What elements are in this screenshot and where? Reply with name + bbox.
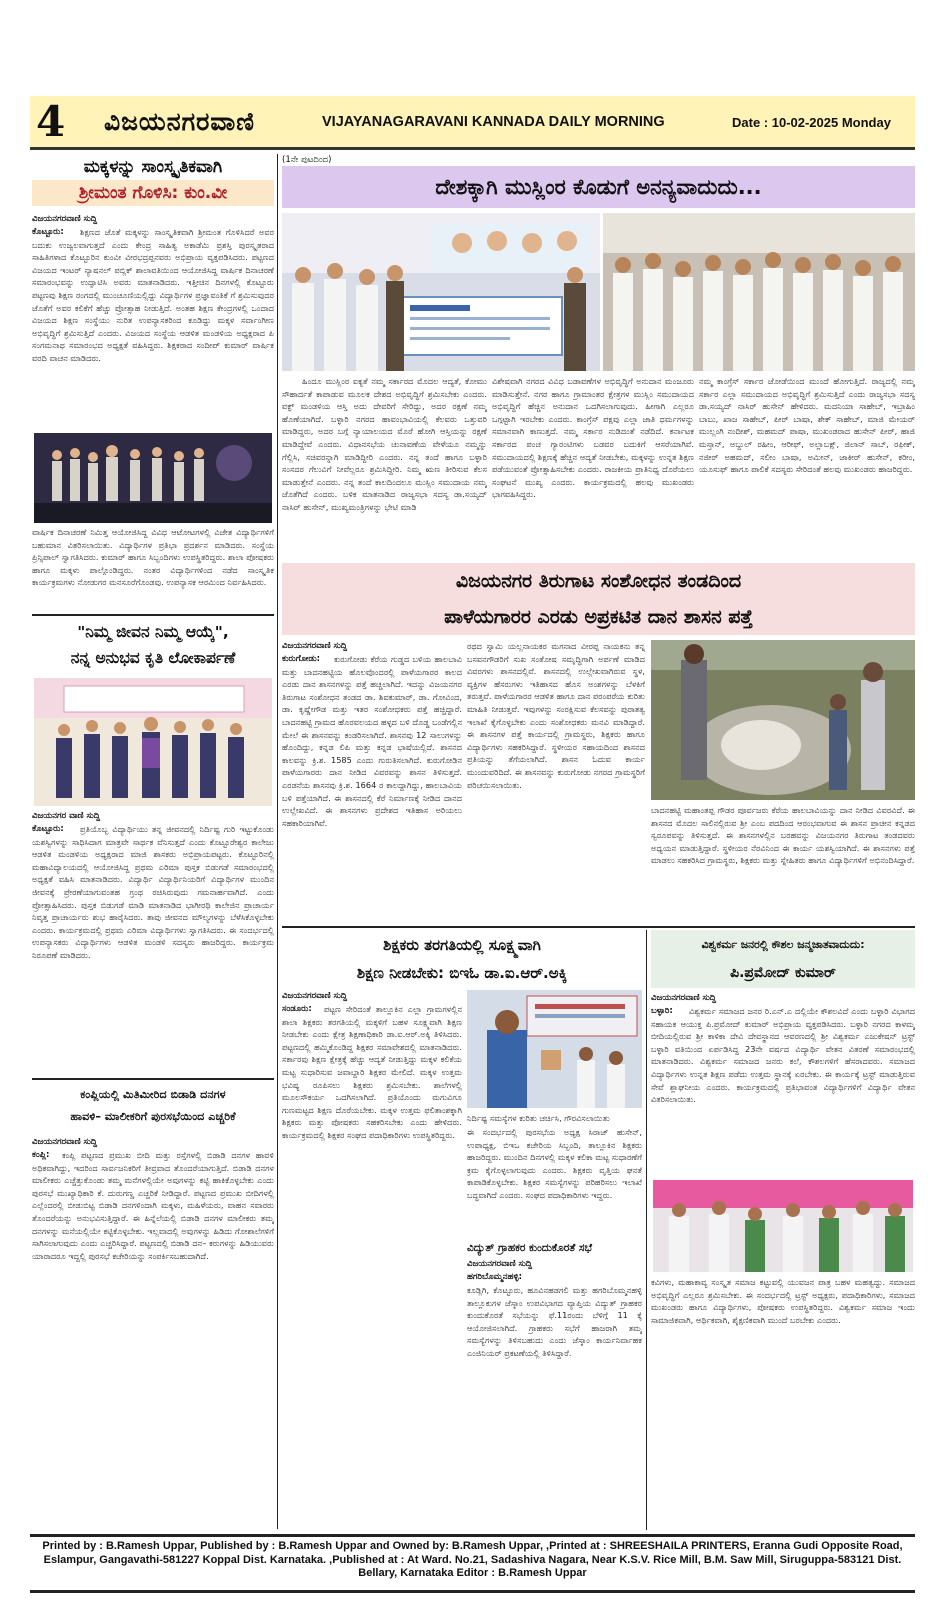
story4-byline: ವಿಜಯನಗರವಾಣಿ ಸುದ್ದಿ — [282, 641, 348, 651]
paper-title-kannada: ವಿಜಯನಗರವಾಣಿ — [104, 107, 255, 136]
story3-place: ಕಂಪ್ಲಿ: — [32, 1150, 50, 1160]
story4-headline-line2: ಪಾಳೆಯಗಾರರ ಎರಡು ಅಪ್ರಕಟಿತ ದಾನ ಶಾಸನ ಪತ್ತೆ — [444, 606, 753, 628]
story6-byline: ವಿಜಯನಗರವಾಣಿ ಸುದ್ದಿ — [467, 1259, 533, 1269]
lead-photo-cheque — [282, 213, 600, 371]
story5-caption: ನಿರ್ದಿಷ್ಟ ಸಮಸ್ಯೆಗಳ ಕುರಿತು ಚರ್ಚಿಸಿ, ಗೌರವಿಸಲಾಯಿತು — [467, 1113, 610, 1123]
lead-column1: ಹಿಂದೂ ಮುಸ್ಲಿಂರ ಐಕ್ಯತೆ ನಮ್ಮ ಸರ್ಕಾರದ ಮೊದಲ ಆದ್ಯತೆ, ಕೋಮು ಸೌಹಾರ್ದತೆ ಕಾಪಾಡುವ ಮೂಲಕ ದೇಶದ ಅಭಿವೃದ್ಧಿಗೆ ಶ್ರಮಿಸಬೇಕು ಎಂದರು. ವಕ್ಫ್ ಮಂಡಳಿಯ ಆಸ್ತಿ ಅದು ದೇವರಿಗೆ ಸೇರಿದ್ದು, ಅದರ ರಕ್ಷಣೆ ನಮ್ಮ ಹೊಣೆಯಾಗಿದೆ. ಬಳ್ಳಾರಿ ನಗರದ ಹಾವಂಭಾವಿಯಲ್ಲಿ ಕೆಲವರು ಒತ್ತುವರಿ ಮಾಡಿದ್ದರು, ಅದರ ಬಗ್ಗೆ ನ್ಯಾಯಾಲಯದ ಮೊರೆ ಹೋಗಿ ಆಸ್ತಿಯನ್ನು ರಕ್ಷಣೆ ಮಾಡಿದ್ದೇವೆ ಎಂದರು. ವಿಧಾನಸಭೆಯ ಚುನಾವಣೆಯ ವೇಳೆಯೂ ನಮ್ಮನ್ನು ಗೆಲ್ಲಿಸಿ, ಸಚಿವರನ್ನಾಗಿ ಮಾಡಿದ್ದೀರಿ ಎಂದರು. ನನ್ನ ತಂದೆ ಹಾಗೂ ಬಳ್ಳಾರಿ ಸಂಸದರ ಗೆಲುವಿಗೆ ನೀವೆಲ್ಲರೂ ಶ್ರಮಿಸಿದ್ದೀರಿ. ನಿಮ್ಮ ಋಣ ತೀರಿಸುವ ಕೆಲಸ ಮಾಡುತ್ತೇನೆ ಎಂದರು. ನನ್ನ ತಂದೆ ಕಾಲದಿಂದಲೂ ಮುಸ್ಲಿಂ ಸಮುದಾಯ ನಮ್ಮ ಜೊತೆಗಿದೆ ಎಂದರು. ಬಳಿಕ ಮಾತನಾಡಿದ ರಾಜ್ಯಸಭಾ ಸದಸ್ಯ ಡಾ.ಸಯ್ಯದ್ ನಾಸಿರ್ ಹುಸೇನ್, ಮುಖ್ಯಮಂತ್ರಿಗಳನ್ನು ಭೇಟಿ ಮಾಡಿ — [282, 376, 487, 512]
story4-column3: ಬಾದನಹಟ್ಟಿ ಮಹಾಂತಪ್ಪ ಗೌಡರ ಪೂರ್ವಜರು ಕೆರೆಯ ಹಾಲಬಾವಿಯನ್ನು ದಾನ ನೀಡಿದ ವಿವರವಿದೆ. ಈ ಶಾಸನದ ಮೊದಲ ಸಾಲಿನಲ್ಲಿರುವ ಶ್ರೀ ಎಂಬ ಪದದಿಂದ ಆರಂಭವಾಗುವ ಈ ಶಾಸನ ಪ್ರಾಚೀನ ಕನ್ನಡದ ಸ್ವರೂಪವನ್ನು ತಿಳಿಸುತ್ತದೆ. ಈ ಶಾಸನಗಳಲ್ಲಿನ ಬರಹವನ್ನು ವಿಜಯನಗರ ತಿರುಗಾಟ ತಂಡದವರು ಅಧ್ಯಯನ ಮಾಡುತ್ತಿದ್ದಾರೆ. ಸ್ಥಳೀಯರ ನೆರವಿನಿಂದ ಈ ಕಾರ್ಯ ಯಶಸ್ವಿಯಾಗಿದೆ. ಈ ಶಾಸನಗಳು ಪತ್ತೆ ಮಾಡಲು ಸಹಕರಿಸಿದ ಗ್ರಾಮಸ್ಥರು, ಶಿಕ್ಷಕರು ಮತ್ತು ಸ್ನೇಹಿತರು ಹಾಗೂ ವಿದ್ಯಾರ್ಥಿಗಳಿಗೆ ಅಭಿನಂದಿಸಿದ್ದಾರೆ. — [651, 805, 915, 866]
story3-body: ಕಂಪ್ಲಿ ಪಟ್ಟಣದ ಪ್ರಮುಖ ಬೀದಿ ಮತ್ತು ರಸ್ತೆಗಳಲ್ಲಿ ಬಿಡಾಡಿ ದನಗಳ ಹಾವಳಿ ಅಧಿಕವಾಗಿದ್ದು, ಇದರಿಂದ ಸಾರ್ವಜನಿಕರಿಗೆ ತೀವ್ರವಾದ ತೊಂದರೆಯಾಗುತ್ತಿದೆ. ಬಿಡಾಡಿ ದನಗಳ ಮಾಲೀಕರು ಎಚ್ಚೆತ್ತುಕೊಂಡು ತಮ್ಮ ಮನೆಗಳಲ್ಲಿಯೇ ಅವುಗಳನ್ನು ಕಟ್ಟಿ ಹಾಕಿಕೊಳ್ಳಬೇಕು ಎಂದು ಪುರಸಭೆ ಮುಖ್ಯಾಧಿಕಾರಿ ಕೆ. ದುರುಗಣ್ಣ ಎಚ್ಚರಿಕೆ ನೀಡಿದ್ದಾರೆ. ಪಟ್ಟಣದ ಪ್ರಮುಖ ಬೀದಿಗಳಲ್ಲಿ ಎಲ್ಲೆಂದರಲ್ಲಿ ಬೀಡುಬಿಟ್ಟ ಬಿಡಾಡಿ ದನಗಳಿಂದಾಗಿ ಮಕ್ಕಳು, ಮಹಿಳೆಯರು, ವಾಹನ ಸವಾರರು ತೊಂದರೆಯನ್ನು ಅನುಭವಿಸುತ್ತಿದ್ದಾರೆ. ಈ ಹಿನ್ನೆಲೆಯಲ್ಲಿ ಬಿಡಾಡಿ ದನಗಳ ಮಾಲೀಕರು ತಮ್ಮ ದನಗಳನ್ನು ಮನೆಯಲ್ಲಿಯೇ ಕಟ್ಟಿಕೊಳ್ಳಬೇಕು. ಇಲ್ಲವಾದಲ್ಲಿ ಅವುಗಳನ್ನು ಹಿಡಿದು ಗೋಶಾಲೆಗಳಿಗೆ ಸಾಗಿಸಲಾಗುವುದು ಎಂದು ಎಚ್ಚರಿಸಿದ್ದಾರೆ. ಪಟ್ಟಣದಲ್ಲಿ ಬಿಡಾಡಿ ದನ– ಕರುಗಳನ್ನು ಹಿಡಿಯುವರು ಯಾರಾದರೂ ಇದ್ದಲ್ಲಿ ಪುರಸಭೆ ಕಚೇರಿಯನ್ನು ಸಂಪರ್ಕಿಸಬಹುದಾಗಿದೆ. — [32, 1150, 274, 1261]
issue-date: Date : 10-02-2025 Monday — [732, 115, 891, 130]
story7-body-continued: ಕವಿಗಳು, ಮಹಾಕಾವ್ಯ ಸಂಸ್ಕೃತ ಸಮಾಜ ಕಟ್ಟುವಲ್ಲಿ ಯುವಜನ ಪಾತ್ರ ಬಹಳ ಮಹತ್ವದ್ದು. ಸಮಾಜದ ಅಭಿವೃದ್ಧಿಗೆ ಎಲ್ಲರೂ ಶ್ರಮಿಸಬೇಕು. ಈ ಸಂದರ್ಭದಲ್ಲಿ ಟ್ರಸ್ಟ್ ಅಧ್ಯಕ್ಷರು, ಪದಾಧಿಕಾರಿಗಳು, ಸಮಾಜದ ಮುಖಂಡರು ಹಾಗೂ ವಿದ್ಯಾರ್ಥಿಗಳು, ಪೋಷಕರು ಉಪಸ್ಥಿತರಿದ್ದರು. ವಿಶ್ವಕರ್ಮ ಸಮಾಜ ಇಂದು ಸಾಮಾಜಿಕವಾಗಿ, ಆರ್ಥಿಕವಾಗಿ, ಶೈಕ್ಷಣಿಕವಾಗಿ ಮುಂದೆ ಬರಬೇಕು ಎಂದರು. — [651, 1277, 915, 1325]
story6-place: ಹಗರಿಬೊಮ್ಮನಹಳ್ಳಿ: — [467, 1272, 522, 1282]
story5-byline: ವಿಜಯನಗರವಾಣಿ ಸುದ್ದಿ — [282, 991, 348, 1001]
lead-column3: ನಮ್ಮ ಕಾಂಗ್ರೆಸ್ ಸರ್ಕಾರ ಜೋಡೆಯಿಂದ ಮುಂದೆ ಹೋಗುತ್ತಿದೆ. ರಾಜ್ಯದಲ್ಲಿ ನಮ್ಮ ಸರ್ಕಾರ ಎಲ್ಲಾ ಸಮುದಾಯದ ಅಭಿವೃದ್ಧಿಗೆ ಶ್ರಮಿಸುತ್ತಿದೆ ಎಂದು ರಾಜ್ಯಸಭಾ ಸದಸ್ಯ ಡಾ.ಸಯ್ಯದ್ ನಾಸಿರ್ ಹುಸೇನ್ ಹೇಳಿದರು. ಮದನಿಯಾ ಸಾಹೇಬ್, ಇಬ್ರಾಹಿಂ ಬಾಬು, ಖಾಜ ಸಾಹೇಬ್, ಪೀರ್ ಬಾಷಾ, ಶೇಕ್ ಸಾಹೇಬ್, ಮಾಜಿ ಮೇಯರ್ ಮುಲ್ಲಂಗಿ ನಂದೀಶ್, ಮಹಮದ್ ಪಾಷಾ, ಮುಖಂಡರಾದ ಹುಸೇನ್ ಪೀರ್, ಹಾಜಿ ಮಸ್ತಾನ್, ಅಬ್ದುಲ್ ರಹೀಂ, ಆರೀಫ್, ಅಲ್ಲಾಬಕ್ಷ್, ಜಿಲಾನ್ ಸಾಬ್, ರಫೀಕ್, ನಜೀರ್ ಅಹಮದ್, ಸಲೀಂ ಬಾಷಾ, ಅಮೀನ್, ಜಾಕೀರ್ ಹುಸೇನ್, ಕರೀಂ, ಯೂಸುಫ್ ಹಾಗೂ ಪಾಲಿಕೆ ಸದಸ್ಯರು ಸೇರಿದಂತೆ ಹಲವು ಮುಖಂಡರು ಹಾಜರಿದ್ದರು. — [699, 376, 915, 475]
paper-title-english: VIJAYANAGARAVANI KANNADA DAILY MORNING — [322, 114, 665, 130]
story5-place: ಸಂಡೂರು: — [282, 1004, 312, 1014]
footer-rule — [30, 1590, 915, 1593]
story-divider — [282, 926, 915, 928]
page-number: 4 — [36, 97, 66, 146]
column-rule — [646, 930, 647, 1530]
story1-headline-line2: ಶ್ರೀಮಂತ ಗೊಳಿಸಿ: ಕುಂ.ವೀ — [32, 180, 274, 206]
story3-headline-line1: ಕಂಪ್ಲಿಯಲ್ಲಿ ಮಿತಿಮೀರಿದ ಬಿಡಾಡಿ ದನಗಳ — [80, 1088, 226, 1101]
lead-headline-banner — [282, 166, 915, 208]
story7-headline-banner — [651, 930, 915, 988]
imprint-line3: Bellary, Karnataka Editor : B.Ramesh Uppar — [358, 1567, 587, 1579]
story-divider — [32, 614, 274, 616]
lead-headline: ದೇಶಕ್ಕಾಗಿ ಮುಸ್ಲಿಂರ ಕೊಡುಗೆ ಅನನ್ಯವಾದುದು... — [435, 175, 762, 199]
masthead — [30, 96, 915, 150]
story2-headline-line1: "ನಿಮ್ಮ ಜೀವನ ನಿಮ್ಮ ಆಯ್ಕೆ", — [77, 623, 229, 641]
story4-headline-banner — [282, 563, 915, 635]
lead-photo-audience — [603, 213, 915, 371]
story7-headline-line1: ವಿಶ್ವಕರ್ಮ ಜನರಲ್ಲಿ ಕೌಶಲ ಜನ್ಮಜಾತವಾದುದು: — [701, 938, 865, 951]
story4-place: ಕುರುಗೋಡು: — [282, 654, 321, 664]
story7-body: ವಿಶ್ವಕರ್ಮ ಸಮಾಜದ ಜನರ ರಿ.ಎನ್.ಎ ದಲ್ಲಿಯೇ ಕೌಶಲವಿದೆ ಎಂದು ಬಳ್ಳಾರಿ ವಿಭಾಗದ ಸಹಾಯಕ ಆಯುಕ್ತ ಪಿ.ಪ್ರಮೋದ್ ಕುಮಾರ್ ಅಭಿಪ್ರಾಯ ವ್ಯಕ್ತಪಡಿಸಿದರು. ಬಳ್ಳಾರಿ ನಗರದ ಕಾಳಮ್ಮ ಬೀದಿಯಲ್ಲಿರುವ ಶ್ರೀ ಕಾಳಿಕಾ ದೇವಿ ದೇವಸ್ಥಾನದ ಆವರಣದಲ್ಲಿ ಶ್ರೀ ವಿಶ್ವಕರ್ಮ ಎಜುಕೇಷನ್ ಟ್ರಸ್ಟ್ ಬಳ್ಳಾರಿ ವತಿಯಿಂದ ಏರ್ಪಡಿಸಿದ್ದ 23ನೇ ವರ್ಷದ ವಿದ್ಯಾರ್ಥಿ ವೇತನ ವಿತರಣೆ ಸಮಾರಂಭದಲ್ಲಿ ಮಾತನಾಡಿದರು. ವಿಶ್ವಕರ್ಮ ಸಮಾಜದ ಜನರು ಕಲೆ, ಕೌಶಲಗಳಿಗೆ ಹೆಸರಾದವರು. ಸಮಾಜದ ವಿದ್ಯಾರ್ಥಿಗಳು ಉನ್ನತ ಶಿಕ್ಷಣ ಪಡೆದು ಉತ್ತಮ ಸ್ಥಾನಕ್ಕೆ ಏರಬೇಕು. ಈ ಕಾರ್ಯಕ್ಕೆ ಟ್ರಸ್ಟ್ ಮಾಡುತ್ತಿರುವ ಸೇವೆ ಶ್ಲಾಘನೀಯ ಎಂದರು. ಕಾರ್ಯಕ್ರಮದಲ್ಲಿ ಪ್ರತಿಭಾವಂತ ವಿದ್ಯಾರ್ಥಿಗಳಿಗೆ ವಿದ್ಯಾರ್ಥಿ ವೇತನ ವಿತರಿಸಲಾಯಿತು. — [651, 1006, 915, 1105]
story2-place: ಕೊಟ್ಟೂರು: — [32, 824, 64, 834]
story7-photo — [653, 1180, 913, 1272]
story4-column2: ರಥದ ಸ್ವಾಮಿ ಯಲ್ಲನಾಯಕರ ಮಗನಾದ ವೀರಪ್ಪ ನಾಯಕನು ತನ್ನ ಬಸವನಗೌಡರಿಗೆ ಸುಖ ಸಂತೋಷ ಸಮೃದ್ಧಿಗಾಗಿ ಅರ್ಪಣೆ ಮಾಡಿದ ವಿವರಗಳು ಶಾಸನದಲ್ಲಿವೆ. ಶಾಸನದಲ್ಲಿ ಉಲ್ಲೇಖವಾಗಿರುವ ಸ್ಥಳ, ವ್ಯಕ್ತಿಗಳ ಹೆಸರುಗಳು ಇತಿಹಾಸದ ಹೊಸ ಅಂಶಗಳನ್ನು ಬೆಳಕಿಗೆ ತರುತ್ತವೆ. ಪಾಳೆಯಗಾರರ ಆಡಳಿತ ಹಾಗೂ ದಾನ ಪರಂಪರೆಯ ಕುರಿತು ಮಾಹಿತಿ ನೀಡುತ್ತವೆ. ಇವುಗಳನ್ನು ಸಂರಕ್ಷಿಸುವ ಕೆಲಸವನ್ನು ಪುರಾತತ್ವ ಇಲಾಖೆ ಕೈಗೊಳ್ಳಬೇಕು ಎಂದು ಸಂಶೋಧಕರು ಮನವಿ ಮಾಡಿದ್ದಾರೆ. ಈ ಶಾಸನಗಳ ಪತ್ತೆ ಕಾರ್ಯದಲ್ಲಿ ಗ್ರಾಮಸ್ಥರು, ಶಿಕ್ಷಕರು ಹಾಗೂ ವಿದ್ಯಾರ್ಥಿಗಳು ಸಹಕರಿಸಿದ್ದಾರೆ. ಸ್ಥಳೀಯರ ಸಹಾಯದಿಂದ ಶಾಸನದ ಪ್ರತಿಯನ್ನು ತೆಗೆಯಲಾಗಿದೆ. ಶಾಸನ ಓದುವ ಕಾರ್ಯ ಮುಂದುವರಿದಿದೆ. ಈ ಶಾಸನವನ್ನು ಕುರುಗೋಡು ನಗರದ ಗ್ರಾಮಸ್ಥರಿಗೆ ಪರಿಚಯಿಸಲಾಯಿತು. — [467, 641, 645, 790]
story1-body-part1: ಶಿಕ್ಷಣದ ಜೊತೆ ಮಕ್ಕಳನ್ನು ಸಾಂಸ್ಕೃತಿಕವಾಗಿ ಶ್ರೀಮಂತ ಗೊಳಿಸಿದರೆ ಅವರ ಬದುಕು ಉಜ್ವಲವಾಗುತ್ತದೆ ಎಂದು ಕೇಂದ್ರ ಸಾಹಿತ್ಯ ಅಕಾಡೆಮಿ ಪ್ರಶಸ್ತಿ ಪುರಸ್ಕೃತರಾದ ಸಾಹಿತಿಗಳಾದ ಕೊಟ್ಟೂರಿನ ಕುಂವೀ ವೀರಭದ್ರಪ್ಪನವರು ಅಭಿಪ್ರಾಯ ವ್ಯಕ್ತಪಡಿಸಿದರು. ಪಟ್ಟಣದ ವಿಜಯದ ಇಂಟರ್ ನ್ಯಾಷನಲ್ ಪಬ್ಲಿಕ್ ಶಾಲಾವತಿಯಿಂದ ಆಯೋಜಿಸಿದ್ದ ವಾರ್ಷಿಕ ದಿನಾಚರಣೆ ಸಮಾರಂಭವನ್ನು ಉದ್ಘಾಟಿಸಿ ಅವರು ಮಾತನಾಡಿದರು. ಇತ್ತೀಚಿನ ದಿನಗಳಲ್ಲಿ ಕೊಟ್ಟೂರು ಪಟ್ಟಣವು ಶಿಕ್ಷಣ ರಂಗದಲ್ಲಿ ಮುಂಚೂಣಿಯಲ್ಲಿದ್ದು ವಿದ್ಯಾರ್ಥಿಗಳ ಪ್ರಜ್ಞಾವಂತಿಕೆ ಗೆ ಶ್ರಮಿಸುವುದರ ಜೊತೆಗೆ ಅವರ ಕಲಿಕೆಗೆ ಹೆಚ್ಚು ಪ್ರೋತ್ಸಾಹ ನೀಡುತ್ತಿದೆ. ಅಂತಹ ಶಿಕ್ಷಣ ಕೇಂದ್ರಗಳಲ್ಲಿ ಒಂದಾದ ವಿಜಯದ ಶಿಕ್ಷಣ ಸಂಸ್ಥೆಯು ನುರಿತ ಉಪನ್ಯಾಸಕರಿಂದ ಕೂಡಿದ್ದು ಮಕ್ಕಳ ಸರ್ವಾಂಗೀಣ ಅಭಿವೃದ್ಧಿಗೆ ಶ್ರಮಿಸುತ್ತಿದೆ ಎಂದರು. ವಿಜಯದ ಸಂಸ್ಥೆಯ ಆಡಳಿತ ಮಂಡಳಿಯ ಅಧ್ಯಕ್ಷರಾದ ಪಿ ಸಂಗಮನಾಥ ಸಮಾರಂಭದ ಅಧ್ಯಕ್ಷತೆ ವಹಿಸಿದ್ದರು. ಶಿಕ್ಷಕರಾದ ಸಂದೀಪ್ ಕುಮಾರ್ ವಾರ್ಷಿಕ ವರದಿ ವಾಚನ ಮಾಡಿದರು. — [32, 227, 274, 363]
story7-place: ಬಳ್ಳಾರಿ: — [651, 1006, 673, 1016]
story2-body: ಪ್ರತಿಯೊಬ್ಬ ವಿದ್ಯಾರ್ಥಿಯು ತನ್ನ ಜೀವನದಲ್ಲಿ ನಿರ್ದಿಷ್ಟ ಗುರಿ ಇಟ್ಟುಕೊಂಡು ಯಶಸ್ವಿಗಳನ್ನು ಸಾಧಿಸಿದಾಗ ಮಾತ್ರವೇ ಸಾರ್ಥಕ ವೆನಿಸುತ್ತದೆ ಎಂದು ಕೊಟ್ಟೂರೇಶ್ವರ ಕಾಲೇಜು ಆಡಳಿತ ಮಂಡಳಿಯ ಅಧ್ಯಕ್ಷರಾದ ಮಾಜಿ ಶಾಸಕರು ಅಭಿಪ್ರಾಯಪಟ್ಟರು. ಕೊಟ್ಟೂರಿನಲ್ಲಿ ಮಹಾವಿದ್ಯಾಲಯದಲ್ಲಿ ಆಯೋಜಿಸಿದ್ದ ಪ್ರಥಮ ಎರಿಮಾ ಪುಸ್ತಕ ಬಿಡುಗಡೆ ಸಮಾರಂಭದಲ್ಲಿ ಅಧ್ಯಕ್ಷತೆ ವಹಿಸಿ ಮಾತನಾಡಿದರು. ವಿದ್ಯಾರ್ಥಿ ವಿದ್ಯಾರ್ಥಿನಿಯರಿಗೆ ವಿದ್ಯಾರ್ಥಿಗಳ ಮುಂದಿನ ಜೀವನಕ್ಕೆ ಪ್ರೇರಣೆಯಾಗುವಂತಹ ಗ್ರಂಥ ರಚಿಸಿರುವುದು ಗಮನಾರ್ಹವಾಗಿದೆ. ಎಂದು ಪ್ರೋತ್ಸಾಹಿಸಿದರು. ಪುಸ್ತಕ ಬಿಡುಗಡೆ ಮಾಡಿ ಮಾತನಾಡಿದ ಭಾಗೀರಥಿ ಕಾಲೇಜಿನ ಪ್ರಾಚಾರ್ಯ ನಿವೃತ್ತ ಪ್ರಾಚಾರ್ಯರು ಶುಭ ಹಾರೈಸಿದರು. ತಾವು ಜೀವನದ ಮೌಲ್ಯಗಳನ್ನು ಬೆಳೆಸಿಕೊಳ್ಳಬೇಕು ಎಂದರು. ಕಾರ್ಯಕ್ರಮದಲ್ಲಿ ಪ್ರಥಮ ಎರಿಮಾ ವಿದ್ಯಾರ್ಥಿಗಳು ಸ್ವಾಗತಿಸಿದರು. ಈ ಸಂದರ್ಭದಲ್ಲಿ ಉಪನ್ಯಾಸಕರು ವಿದ್ಯಾರ್ಥಿಗಳು ಆಡಳಿತ ಮಂಡಳಿ ಸದಸ್ಯರು ಹಾಜರಿದ್ದರು. ಕಾರ್ಯಕ್ರಮ ನಿರೂಪಣೆ ಮಾಡಿದರು. — [32, 824, 274, 960]
story2-headline-line2: ನನ್ನ ಅನುಭವ ಕೃತಿ ಲೋಕಾರ್ಪಣೆ — [70, 649, 236, 667]
story1-byline: ವಿಜಯನಗರವಾಣಿ ಸುದ್ದಿ — [32, 214, 98, 224]
column-rule — [277, 154, 278, 1529]
story6-body: ಕೂಡ್ಲಿಗಿ, ಕೊಟ್ಟೂರು, ಹೂವಿನಹಡಗಲಿ ಮತ್ತು ಹಗರಿಬೊಮ್ಮನಹಳ್ಳಿ ತಾಲ್ಲೂಕುಗಳ ಜೆಸ್ಕಾಂ ಉಪವಿಭಾಗದ ವ್ಯಾಪ್ತಿಯ ವಿದ್ಯುತ್ ಗ್ರಾಹಕರ ಕುಂದುಕೊರತೆ ಸಭೆಯನ್ನು ಫೆ.11ರಂದು ಬೆಳಿಗ್ಗೆ 11 ಕ್ಕೆ ಆಯೋಜಿಸಲಾಗಿದೆ. ಗ್ರಾಹಕರು ಸಭೆಗೆ ಹಾಜರಾಗಿ ತಮ್ಮ ಸಮಸ್ಯೆಗಳನ್ನು ತಿಳಿಸಬಹುದು ಎಂದು ಜೆಸ್ಕಾಂ ಕಾರ್ಯನಿರ್ವಾಹಕ ಎಂಜಿನಿಯರ್ ಪ್ರಕಟಣೆಯಲ್ಲಿ ತಿಳಿಸಿದ್ದಾರೆ. — [467, 1285, 642, 1358]
story6-headline: ವಿದ್ಯುತ್ ಗ್ರಾಹಕರ ಕುಂದುಕೊರತೆ ಸಭೆ — [467, 1242, 593, 1254]
story4-photo-inscription — [651, 640, 915, 800]
story5-headline-line2: ಶಿಕ್ಷಣ ನೀಡಬೇಕು: ಬಿಇಓ ಡಾ.ಐ.ಆರ್.ಅಕ್ಕಿ — [356, 964, 568, 982]
imprint-line2: Eslampur, Gangavathi-581227 Koppal Dist. Karnataka. ,Published at : At Ward. No.21, Sadashiva Nagara, Near K.S.V. Rice Mill, B.M. Saw Mill, Siruguppa-583121 Dist. — [43, 1553, 902, 1566]
story5-column1: ಪಟ್ಟಣ ಸೇರಿದಂತೆ ತಾಲ್ಲೂಕಿನ ಎಲ್ಲಾ ಗ್ರಾಮಗಳಲ್ಲಿನ ಶಾಲಾ ಶಿಕ್ಷಕರು ತರಗತಿಯಲ್ಲಿ ಮಕ್ಕಳಿಗೆ ಬಹಳ ಸೂಕ್ಷ್ಮವಾಗಿ ಶಿಕ್ಷಣ ನೀಡಬೇಕು ಎಂದು ಕ್ಷೇತ್ರ ಶಿಕ್ಷಣಾಧಿಕಾರಿ ಡಾ.ಐ.ಆರ್.ಅಕ್ಕಿ ತಿಳಿಸಿದರು. ಪಟ್ಟಣದಲ್ಲಿ ಹಮ್ಮಿಕೊಂಡಿದ್ದ ಶಿಕ್ಷಕರ ಸಮಾವೇಶದಲ್ಲಿ ಮಾತನಾಡಿದರು. ಸರ್ಕಾರವು ಶಿಕ್ಷಣ ಕ್ಷೇತ್ರಕ್ಕೆ ಹೆಚ್ಚು ಆದ್ಯತೆ ನೀಡುತ್ತಿದ್ದು ಮಕ್ಕಳ ಕಲಿಕೆಯ ಮಟ್ಟ ಸುಧಾರಿಸುವ ಜವಾಬ್ದಾರಿ ಶಿಕ್ಷಕರ ಮೇಲಿದೆ. ಮಕ್ಕಳ ಉತ್ತಮ ಭವಿಷ್ಯ ರೂಪಿಸಲು ಶಿಕ್ಷಕರು ಶ್ರಮಿಸಬೇಕು. ಶಾಲೆಗಳಲ್ಲಿ ಮೂಲಸೌಕರ್ಯ ಒದಗಿಸಲಾಗಿದೆ. ಪ್ರತಿಯೊಂದು ಮಗುವಿಗೂ ಗುಣಮಟ್ಟದ ಶಿಕ್ಷಣ ದೊರೆಯಬೇಕು. ಮಕ್ಕಳ ಉತ್ತಮ ಫಲಿತಾಂಶಕ್ಕಾಗಿ ಶಿಕ್ಷಕರು ಮತ್ತು ಪೋಷಕರು ಸಹಕರಿಸಬೇಕು ಎಂದು ಹೇಳಿದರು. ಕಾರ್ಯಕ್ರಮದಲ್ಲಿ ಶಿಕ್ಷಕರ ಸಂಘದ ಪದಾಧಿಕಾರಿಗಳು ಉಪಸ್ಥಿತರಿದ್ದರು. — [282, 1004, 462, 1140]
story3-byline: ವಿಜಯನಗರವಾಣಿ ಸುದ್ದಿ — [32, 1137, 98, 1147]
imprint-footer — [30, 1534, 915, 1584]
story7-headline-line2: ಪಿ.ಪ್ರಮೋದ್ ಕುಮಾರ್ — [730, 965, 836, 981]
story7-byline: ವಿಜಯನಗರವಾಣಿ ಸುದ್ದಿ — [651, 993, 717, 1003]
story3-headline-line2: ಹಾವಳಿ– ಮಾಲೀಕರಿಗೆ ಪುರಸಭೆಯಿಂದ ಎಚ್ಚರಿಕೆ — [70, 1110, 236, 1123]
story2-photo — [34, 678, 272, 806]
story2-byline: ವಿಜಯನಗರ ವಾಣಿ ಸುದ್ದಿ — [32, 811, 100, 821]
lead-column2: ವಿಶೇಷವಾಗಿ ನಗರದ ವಿವಿಧ ಬಡಾವಣೆಗಳ ಅಭಿವೃದ್ಧಿಗೆ ಅನುದಾನ ಮಂಜೂರು ಮಾಡಿಸುತ್ತೇನೆ. ನಗರ ಹಾಗೂ ಗ್ರಾಮಾಂತರ ಕ್ಷೇತ್ರಗಳ ಮುಸ್ಲಿಂ ಸಮುದಾಯದ ಅಭಿವೃದ್ಧಿಗೆ ಹೆಚ್ಚಿನ ಅನುದಾನ ಒದಗಿಸಲಾಗುವುದು. ಹೀಗಾಗಿ ಎಲ್ಲರೂ ಒಗ್ಗಟ್ಟಾಗಿ ಇರಬೇಕು ಎಂದರು. ಕಾಂಗ್ರೆಸ್ ಪಕ್ಷವು ಎಲ್ಲಾ ಜಾತಿ ಧರ್ಮಗಳನ್ನು ಸಮಾನವಾಗಿ ಕಾಣುತ್ತದೆ. ನಮ್ಮ ಸರ್ಕಾರ ನುಡಿದಂತೆ ನಡೆದಿದೆ. ಕರ್ನಾಟಕ ಸರ್ಕಾರದ ಪಂಚ ಗ್ಯಾರಂಟಿಗಳು ಬಡವರ ಬದುಕಿಗೆ ಆಸರೆಯಾಗಿವೆ. ಸಮುದಾಯದಲ್ಲಿ ಶಿಕ್ಷಣಕ್ಕೆ ಹೆಚ್ಚಿನ ಆದ್ಯತೆ ನೀಡಬೇಕು, ಮಕ್ಕಳನ್ನು ಉನ್ನತ ಶಿಕ್ಷಣ ಪಡೆಯುವಂತೆ ಪ್ರೋತ್ಸಾಹಿಸಬೇಕು ಎಂದರು. ರಾಜಕೀಯ ಪ್ರಾತಿನಿಧ್ಯ ದೊರೆಯಲು ಸಂಘಟನೆ ಮುಖ್ಯ ಎಂದರು. ಕಾರ್ಯಕ್ರಮದಲ್ಲಿ ಹಲವು ಮುಖಂಡರು ಭಾಗವಹಿಸಿದ್ದರು. — [492, 376, 694, 500]
story-divider — [32, 1078, 274, 1080]
story1-body-part2: ವಾರ್ಷಿಕ ದಿನಾಚರಣೆ ನಿಮಿತ್ತ ಆಯೋಜಿಸಿದ್ದ ವಿವಿಧ ಆಟೋಟಗಳಲ್ಲಿ ವಿಜೇತ ವಿದ್ಯಾರ್ಥಿಗಳಿಗೆ ಬಹುಮಾನ ವಿತರಿಸಲಾಯಿತು. ವಿದ್ಯಾರ್ಥಿಗಳ ಪ್ರತಿಭಾ ಪ್ರದರ್ಶನ ಮಾಡಿದರು. ಸಂಸ್ಥೆಯ ಪ್ರಿನ್ಸಿಪಾಲ್ ಸ್ವಾಗತಿಸಿದರು. ಕುಮಾರ್ ಹಾಗೂ ಸಿಬ್ಬಂದಿಗಳು ಉಪಸ್ಥಿತರಿದ್ದರು. ಶಾಲಾ ಪೋಷಕರು ಹಾಗೂ ಮಕ್ಕಳು ಪಾಲ್ಗೊಂಡಿದ್ದರು. ನಂತರ ವಿದ್ಯಾರ್ಥಿಗಳಿಂದ ನಡೆದ ಸಾಂಸ್ಕೃತಿಕ ಕಾರ್ಯಕ್ರಮಗಳು ನೋಡುಗರ ಮನಸೂರೆಗೊಂಡವು. ಉಪನ್ಯಾಸಕ ಆರಮಿಂದ ನಿರ್ವಹಿಸಿದರು. — [32, 527, 274, 588]
story1-headline-line1: ಮಕ್ಕಳನ್ನು ಸಾಂಸ್ಕೃತಿಕವಾಗಿ — [83, 157, 223, 177]
story5-headline-line1: ಶಿಕ್ಷಕರು ತರಗತಿಯಲ್ಲಿ ಸೂಕ್ಷ್ಮವಾಗಿ — [383, 936, 541, 954]
story1-place: ಕೊಟ್ಟೂರು: — [32, 227, 64, 237]
story1-photo — [34, 433, 272, 523]
story4-headline-line1: ವಿಜಯನಗರ ತಿರುಗಾಟ ಸಂಶೋಧನ ತಂಡದಿಂದ — [455, 570, 742, 592]
story5-photo — [467, 990, 642, 1108]
story5-column2: ಈ ಸಂದರ್ಭದಲ್ಲಿ ಪುರಸಭೆಯ ಅಧ್ಯಕ್ಷ ಸಿರಾಜ್ ಹುಸೇನ್, ಉಪಾಧ್ಯಕ್ಷ, ಬಿಇಒ ಕಚೇರಿಯ ಸಿಬ್ಬಂದಿ, ತಾಲ್ಲೂಕಿನ ಶಿಕ್ಷಕರು ಹಾಜರಿದ್ದರು. ಮುಂದಿನ ದಿನಗಳಲ್ಲಿ ಮಕ್ಕಳ ಕಲಿಕಾ ಮಟ್ಟ ಸುಧಾರಣೆಗೆ ಕ್ರಮ ಕೈಗೊಳ್ಳಲಾಗುವುದು ಎಂದರು. ಶಿಕ್ಷಕರು ವೃತ್ತಿಯ ಘನತೆ ಕಾಪಾಡಿಕೊಳ್ಳಬೇಕು. ಶಿಕ್ಷಕರ ಸಮಸ್ಯೆಗಳನ್ನು ಪರಿಹರಿಸಲು ಇಲಾಖೆ ಬದ್ಧವಾಗಿದೆ ಎಂದರು. ಸಂಘದ ಪದಾಧಿಕಾರಿಗಳು ಇದ್ದರು. — [467, 1127, 642, 1200]
lead-kicker: (1ನೇ ಪುಟದಿಂದ) — [282, 155, 332, 165]
imprint-line1: Printed by : B.Ramesh Uppar, Published by : B.Ramesh Uppar and Owned by: B.Ramesh Uppar, ,Printed at : SHREESHAILA PRINTERS, Eranna Gudi Opposite Road, — [42, 1540, 903, 1552]
story4-column1: ಕುರುಗೋಡು ಕೆರೆಯ ಗುಡ್ಡದ ಬಳಿಯ ಹಾಲಬಾವಿ ಮತ್ತು ಬಾದನಹಟ್ಟಿಯ ಹೊಲವೊಂದರಲ್ಲಿ ಪಾಳೆಯಗಾರರ ಕಾಲದ ಎರಡು ದಾನ ಶಾಸನಗಳನ್ನು ಪತ್ತೆ ಹಚ್ಚಲಾಗಿದೆ. ಇದನ್ನು ವಿಜಯನಗರ ತಿರುಗಾಟ ಸಂಶೋಧನ ತಂಡದ ಡಾ. ಶಿವಕುಮಾರ್, ಡಾ. ಗೋವಿಂದ, ಡಾ. ಕೃಷ್ಣೇಗೌಡ ಮತ್ತು ಇತರ ಸಂಶೋಧಕರು ಪತ್ತೆ ಹಚ್ಚಿದ್ದಾರೆ. ಬಾದನಹಟ್ಟಿ ಗ್ರಾಮದ ಹೊರವಲಯದ ಹಳ್ಳದ ಬಳಿ ದೊಡ್ಡ ಬಂಡೆಗಲ್ಲಿನ ಮೇಲೆ ಈ ಶಾಸನವನ್ನು ಕಂಡರಿಸಲಾಗಿದೆ. ಶಾಸನವು 12 ಸಾಲುಗಳನ್ನು ಹೊಂದಿದ್ದು, ಕನ್ನಡ ಲಿಪಿ ಮತ್ತು ಕನ್ನಡ ಭಾಷೆಯಲ್ಲಿದೆ. ಶಾಸನದ ಕಾಲವನ್ನು ಕ್ರಿ.ಶ. 1585 ಎಂದು ಗುರುತಿಸಲಾಗಿದೆ. ಕುರುಗೋಡಿನ ಪಾಳೆಯಗಾರರು ದಾನ ನೀಡಿದ ವಿವರವನ್ನು ಶಾಸನ ತಿಳಿಸುತ್ತದೆ. ಎರಡನೆಯ ಶಾಸನವು ಕ್ರಿ.ಶ. 1664 ರ ಕಾಲದ್ದಾಗಿದ್ದು, ಹಾಲಬಾವಿಯ ಬಳಿ ಪತ್ತೆಯಾಗಿದೆ. ಈ ಶಾಸನದಲ್ಲಿ ಕೆರೆ ನಿರ್ಮಾಣಕ್ಕೆ ನೀಡಿದ ದಾನದ ಉಲ್ಲೇಖವಿದೆ. ಈ ಶಾಸನಗಳು ಪ್ರದೇಶದ ಇತಿಹಾಸ ಅರಿಯಲು ಸಹಕಾರಿಯಾಗಿವೆ. — [282, 654, 462, 828]
